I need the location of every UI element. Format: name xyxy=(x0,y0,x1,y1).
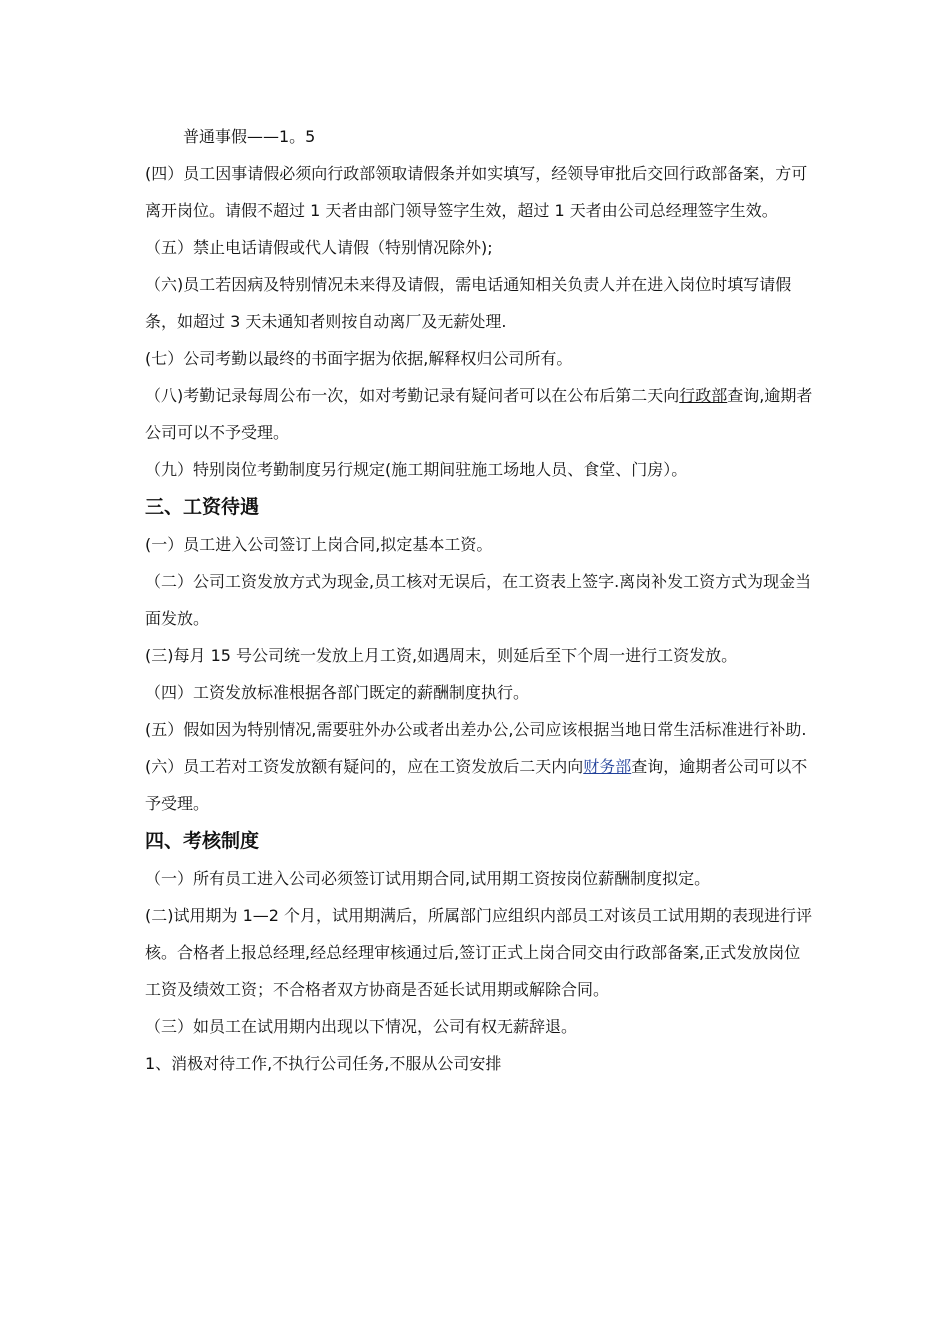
paragraph-salary-method: （二）公司工资发放方式为现金,员工核对无误后，在工资表上签字.离岗补发工资方式为现金当面发放。 xyxy=(145,572,812,628)
leave-rate-line: 普通事假——1。5 xyxy=(183,127,316,146)
paragraph-no-phone-leave: （五）禁止电话请假或代人请假（特别情况除外); xyxy=(145,238,493,257)
salary-query-text: (六）员工若对工资发放额有疑问的，应在工资发放后二天内向 xyxy=(145,757,584,776)
heading-assessment: 四、考核制度 xyxy=(145,830,260,852)
attendance-record-text-end: 查询,逾期者公司可以不予受理。 xyxy=(145,386,813,442)
paragraph-dismissal-item-1: 1、消极对待工作,不执行公司任务,不服从公司安排 xyxy=(145,1054,502,1073)
paragraph-probation-dismissal: （三）如员工在试用期内出现以下情况，公司有权无薪辞退。 xyxy=(145,1017,578,1036)
paragraph-salary-date: (三)每月 15 号公司统一发放上月工资,如遇周末，则延后至下个周一进行工资发放。 xyxy=(145,646,738,665)
paragraph-sick-leave: （六)员工若因病及特别情况未来得及请假，需电话通知相关负责人并在进入岗位时填写请假条，如超过 3 天未通知者则按自动离厂及无薪处理. xyxy=(145,275,792,331)
paragraph-salary-contract: (一）员工进入公司签订上岗合同,拟定基本工资。 xyxy=(145,535,493,554)
salary-query-text-end: 查询，逾期者公司可以不予受理。 xyxy=(145,757,808,813)
document-body xyxy=(145,118,813,1082)
paragraph-special-posts: （九）特别岗位考勤制度另行规定(施工期间驻施工场地人员、食堂、门房）。 xyxy=(145,460,688,479)
paragraph-attendance-basis: (七）公司考勤以最终的书面字据为依据,解释权归公司所有。 xyxy=(145,349,573,368)
paragraph-leave-procedure: (四）员工因事请假必须向行政部领取请假条并如实填写，经领导审批后交回行政部备案，方可离开岗位。请假不超过 1 天者由部门领导签字生效，超过 1 天者由公司总经理签字生效。 xyxy=(145,164,808,220)
finance-dept-link[interactable]: 财务部 xyxy=(583,757,632,776)
paragraph-salary-allowance: (五）假如因为特别情况,需要驻外办公或者出差办公,公司应该根据当地日常生活标准进行补助. xyxy=(145,720,807,739)
admin-dept-link[interactable]: 行政部 xyxy=(679,386,728,405)
heading-salary: 三、工资待遇 xyxy=(145,496,260,518)
paragraph-probation-contract: （一）所有员工进入公司必须签订试用期合同,试用期工资按岗位薪酬制度拟定。 xyxy=(145,869,711,888)
paragraph-salary-query xyxy=(145,748,813,822)
attendance-record-text: （八)考勤记录每周公布一次，如对考勤记录有疑问者可以在公布后第二天向 xyxy=(145,386,680,405)
paragraph-probation-review: (二)试用期为 1—2 个月，试用期满后，所属部门应组织内部员工对该员工试用期的表现进行评核。合格者上报总经理,经总经理审核通过后,签订正式上岗合同交由行政部备案,正式发放岗位工资及绩效工资；不合格者双方协商是否延长试用期或解除合同。 xyxy=(145,906,813,999)
paragraph-salary-standard: （四）工资发放标准根据各部门既定的薪酬制度执行。 xyxy=(145,683,530,702)
paragraph-attendance-record xyxy=(145,377,813,451)
